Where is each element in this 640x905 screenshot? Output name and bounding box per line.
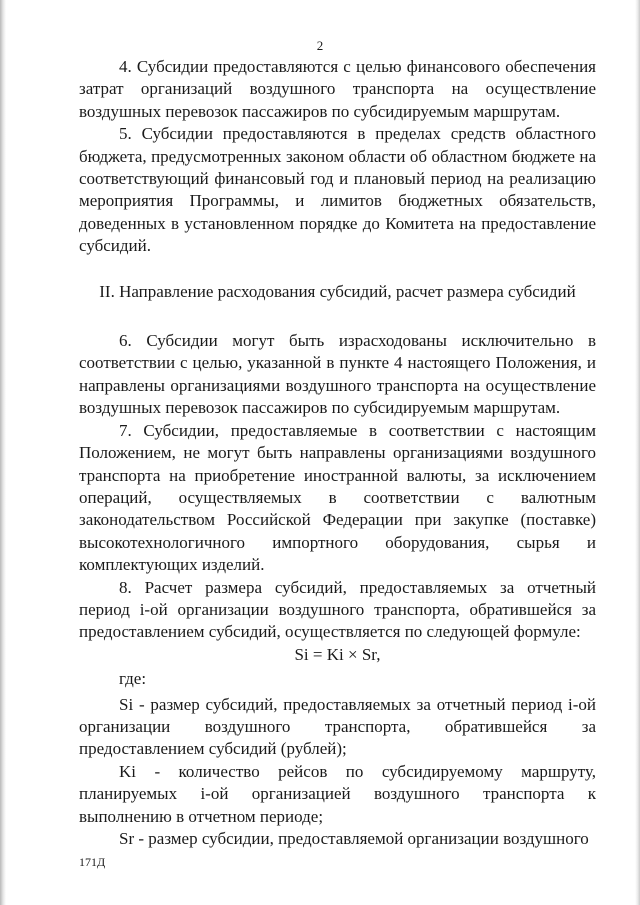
scan-edge-right — [635, 0, 640, 905]
paragraph-7: 7. Субсидии, предоставляемые в соответствии с настоящим Положением, не могут быть направлены организациями воздушного транспорта на приобретение иностранной валюты, за исключением операций, осуществляемых в соответствии с валютным законодательством Российской Федерации при закупке (поставке) высокотехнологичного импортного оборудования, сырья и комплектующих изделий. — [79, 420, 596, 575]
definition-sr: Sr - размер субсидии, предоставляемой организации воздушного — [119, 829, 589, 848]
where-label: где: — [119, 669, 147, 689]
footer-code: 171Д — [79, 855, 106, 869]
section-heading: II. Направление расходования субсидий, расчет размера субсидий — [99, 281, 576, 301]
paragraph-6: 6. Субсидии могут быть израсходованы исключительно в соответствии с целью, указанной в пункте 4 настоящего Положения, и направлены организациями воздушного транспорта на осуществление воздушных перевозок пассажиров по субсидируемым маршрутам. — [79, 331, 596, 418]
definition-si: Si - размер субсидий, предоставляемых за отчетный период i-ой организации воздушного транспорта, обратившейся за предоставлением субсидий (рублей); — [79, 694, 596, 759]
paragraph-4: 4. Субсидии предоставляются с целью финансового обеспечения затрат организаций воздушного транспорта на осуществление воздушных перевозок пассажиров по субсидируемым маршрутам. — [79, 57, 596, 121]
scan-edge-left — [0, 0, 6, 905]
definition-ki: Ki - количество рейсов по субсидируемому маршруту, планируемых i-ой организацией воздушного транспорта к выполнению в отчетном периоде; — [79, 761, 596, 826]
paragraph-5: 5. Субсидии предоставляются в пределах средств областного бюджета, предусмотренных законом области об областном бюджете на соответствующий финансовый год и плановый период на реализацию мероприятия Программы, и лимитов бюджетных обязательств, доведенных в установленном порядке до Комитета на предоставление субсидий. — [79, 124, 596, 256]
paragraph-8: 8. Расчет размера субсидий, предоставляемых за отчетный период i-ой организации воздушного транспорта, обратившейся за предоставлением субсидий, осуществляется по следующей формуле: — [79, 577, 596, 642]
formula: Si = Ki × Sr, — [294, 644, 381, 664]
page-number: 2 — [316, 38, 324, 53]
document-body — [79, 56, 596, 850]
